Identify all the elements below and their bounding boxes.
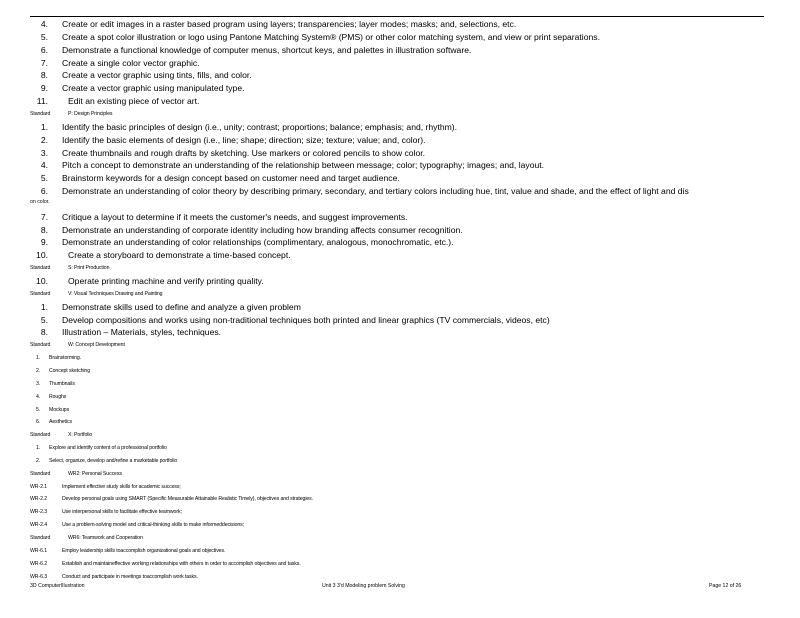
standard-label: Standard	[30, 265, 51, 272]
item-text: Create a single color vector graphic.	[62, 57, 200, 68]
standard-description: Implement effective study skills for academic success;	[62, 483, 181, 490]
standard-label: Standard	[30, 535, 51, 541]
item-text: Demonstrate a functional knowledge of computer menus, shortcut keys, and palettes in illustration software.	[62, 44, 472, 55]
item-text: Demonstrate an understanding of corporate identity including how branding affects consumer recognition.	[62, 224, 463, 235]
item-text: Pitch a concept to demonstrate an understanding of the relationship between message; color; typography; images; and, layout.	[62, 160, 545, 171]
item-number: 4.	[40, 160, 48, 171]
item-number: 7.	[40, 211, 48, 222]
item-number: 5.	[40, 31, 48, 42]
standard-code: WR-2.4	[30, 522, 47, 529]
sub-item-number: 2.	[36, 367, 41, 374]
item-text: Create a storyboard to demonstrate a time-based concept.	[68, 250, 291, 261]
item-number: 6.	[40, 186, 48, 197]
standard-title: W: Concept Development	[68, 342, 125, 349]
item-text: Critique a layout to determine if it meets the customer's needs, and suggest improvements.	[62, 211, 408, 222]
sub-item-number: 5.	[36, 406, 41, 413]
standard-code: WR-2.2	[30, 496, 47, 503]
item-number: 2.	[40, 134, 48, 145]
standard-code: WR-2.1	[30, 483, 47, 490]
item-number: 9.	[40, 83, 48, 94]
standard-description: Employ leadership skills toaccomplish organizational goals and objectives.	[62, 547, 226, 554]
sub-item-text: Roughs	[49, 393, 67, 400]
sub-item-text: Select, organize, develop and/refine a marketable portfolio	[49, 457, 178, 464]
item-text: Create a vector graphic using tints, fills, and color.	[62, 70, 252, 81]
item-number: 9.	[40, 237, 48, 248]
item-number: 8.	[40, 70, 48, 81]
item-text: Create thumbnails and rough drafts by sketching. Use markers or colored pencils to show color.	[62, 147, 426, 158]
standard-title: V: Visual Techniques Drawing and Painting	[68, 290, 163, 297]
item-number: 5.	[40, 173, 48, 184]
sub-item-number: 4.	[36, 393, 41, 400]
item-number: 7.	[40, 57, 48, 68]
standard-label: Standard	[30, 110, 51, 117]
standard-description: Use interpersonal skills to facilitate effective teamwork;	[62, 509, 182, 516]
footer-course: 3D ComputerIllustration	[30, 583, 85, 589]
standard-label: Standard	[30, 342, 51, 349]
sub-item-number: 6.	[36, 419, 41, 426]
sub-item-text: Explore and identify content of a professional portfolio	[49, 445, 167, 452]
item-number: 1.	[40, 301, 48, 312]
standard-title: S: Print Production	[68, 265, 110, 272]
item-text: Brainstorm keywords for a design concept based on customer need and target audience.	[62, 173, 400, 184]
item-text: Create a vector graphic using manipulated type.	[62, 83, 245, 94]
item-text: Edit an existing piece of vector art.	[68, 96, 200, 107]
item-text: Operate printing machine and verify printing quality.	[68, 276, 264, 286]
item-text: Illustration – Materials, styles, techniques.	[62, 327, 222, 338]
item-text: Create a spot color illustration or logo using Pantone Matching System® (PMS) or other color matching system, and view or print separations.	[62, 31, 600, 42]
wrapped-text: on color.	[30, 198, 50, 205]
standard-description: Establish and maintaineffective working relationships with others in order to accomplish objectives and tasks.	[62, 560, 301, 567]
item-number: 1.	[40, 121, 48, 132]
item-text: Demonstrate an understanding of color theory by describing primary, secondary, and tertiary colors including hue, tint, value and shade, and the effect of light and dis	[62, 186, 689, 197]
standard-title: P: Design Principles	[68, 110, 113, 117]
standard-description: Use a problem-solving model and critical-thinking skills to make informeddecisions;	[62, 522, 244, 529]
standard-description: Conduct and participate in meetings toaccomplish work tasks.	[62, 573, 198, 580]
item-text: Demonstrate skills used to define and analyze a given problem	[62, 301, 301, 312]
item-number: 8.	[40, 224, 48, 235]
item-number: 10.	[36, 250, 48, 261]
item-number: 3.	[40, 147, 48, 158]
standard-label: Standard	[30, 470, 51, 477]
standard-title: WR2: Personal Success	[68, 470, 122, 477]
sub-item-number: 1.	[36, 355, 41, 362]
standard-label: Standard	[30, 290, 51, 297]
item-number: 10.	[36, 276, 48, 286]
standard-label: Standard	[30, 432, 51, 439]
item-text: Create or edit images in a raster based program using layers; transparencies; layer modes; masks; and, selections, etc.	[62, 19, 517, 29]
sub-item-number: 1.	[36, 445, 41, 452]
item-number: 8.	[40, 327, 48, 338]
item-text: Develop compositions and works using non-traditional techniques both printed and linear graphics (TV commercials, videos, etc)	[62, 314, 550, 325]
standard-code: WR-2.3	[30, 509, 47, 516]
footer-unit: Unit 3 3'd Modeling problem Solving	[322, 583, 405, 589]
standard-description: Develop personal goals using SMART (Specific Measurable Attainable Realistic Timely), objectives and strategies.	[62, 496, 313, 503]
footer-page-number: Page 12 of 26	[709, 583, 742, 589]
sub-item-text: Concept sketching	[49, 367, 90, 374]
sub-item-text: Aesthetics	[49, 419, 72, 426]
standard-code: WR-6.3	[30, 573, 47, 580]
sub-item-text: Mockups	[49, 406, 70, 413]
item-text: Identify the basic principles of design (i.e., unity; contrast; proportions; balance; emphasis; and, rhythm).	[62, 121, 458, 132]
standard-title: WR6: Teamwork and Cooperation	[68, 535, 143, 541]
item-text: Demonstrate an understanding of color relationships (complimentary, analogous, monochromatic, etc.).	[62, 237, 454, 248]
sub-item-text: Brainstorming.	[49, 355, 82, 362]
item-number: 11.	[36, 96, 48, 107]
standard-title: X: Portfolio	[68, 432, 93, 439]
item-number: 4.	[40, 19, 48, 29]
sub-item-number: 3.	[36, 380, 41, 387]
item-number: 6.	[40, 44, 48, 55]
top-rule	[30, 16, 764, 17]
item-number: 5.	[40, 314, 48, 325]
item-text: Identify the basic elements of design (i.e., line; shape; direction; size; texture; value; and, color).	[62, 134, 426, 145]
sub-item-number: 2.	[36, 457, 41, 464]
standard-code: WR-6.2	[30, 560, 47, 567]
standard-code: WR-6.1	[30, 547, 47, 554]
sub-item-text: Thumbnails	[49, 380, 75, 387]
